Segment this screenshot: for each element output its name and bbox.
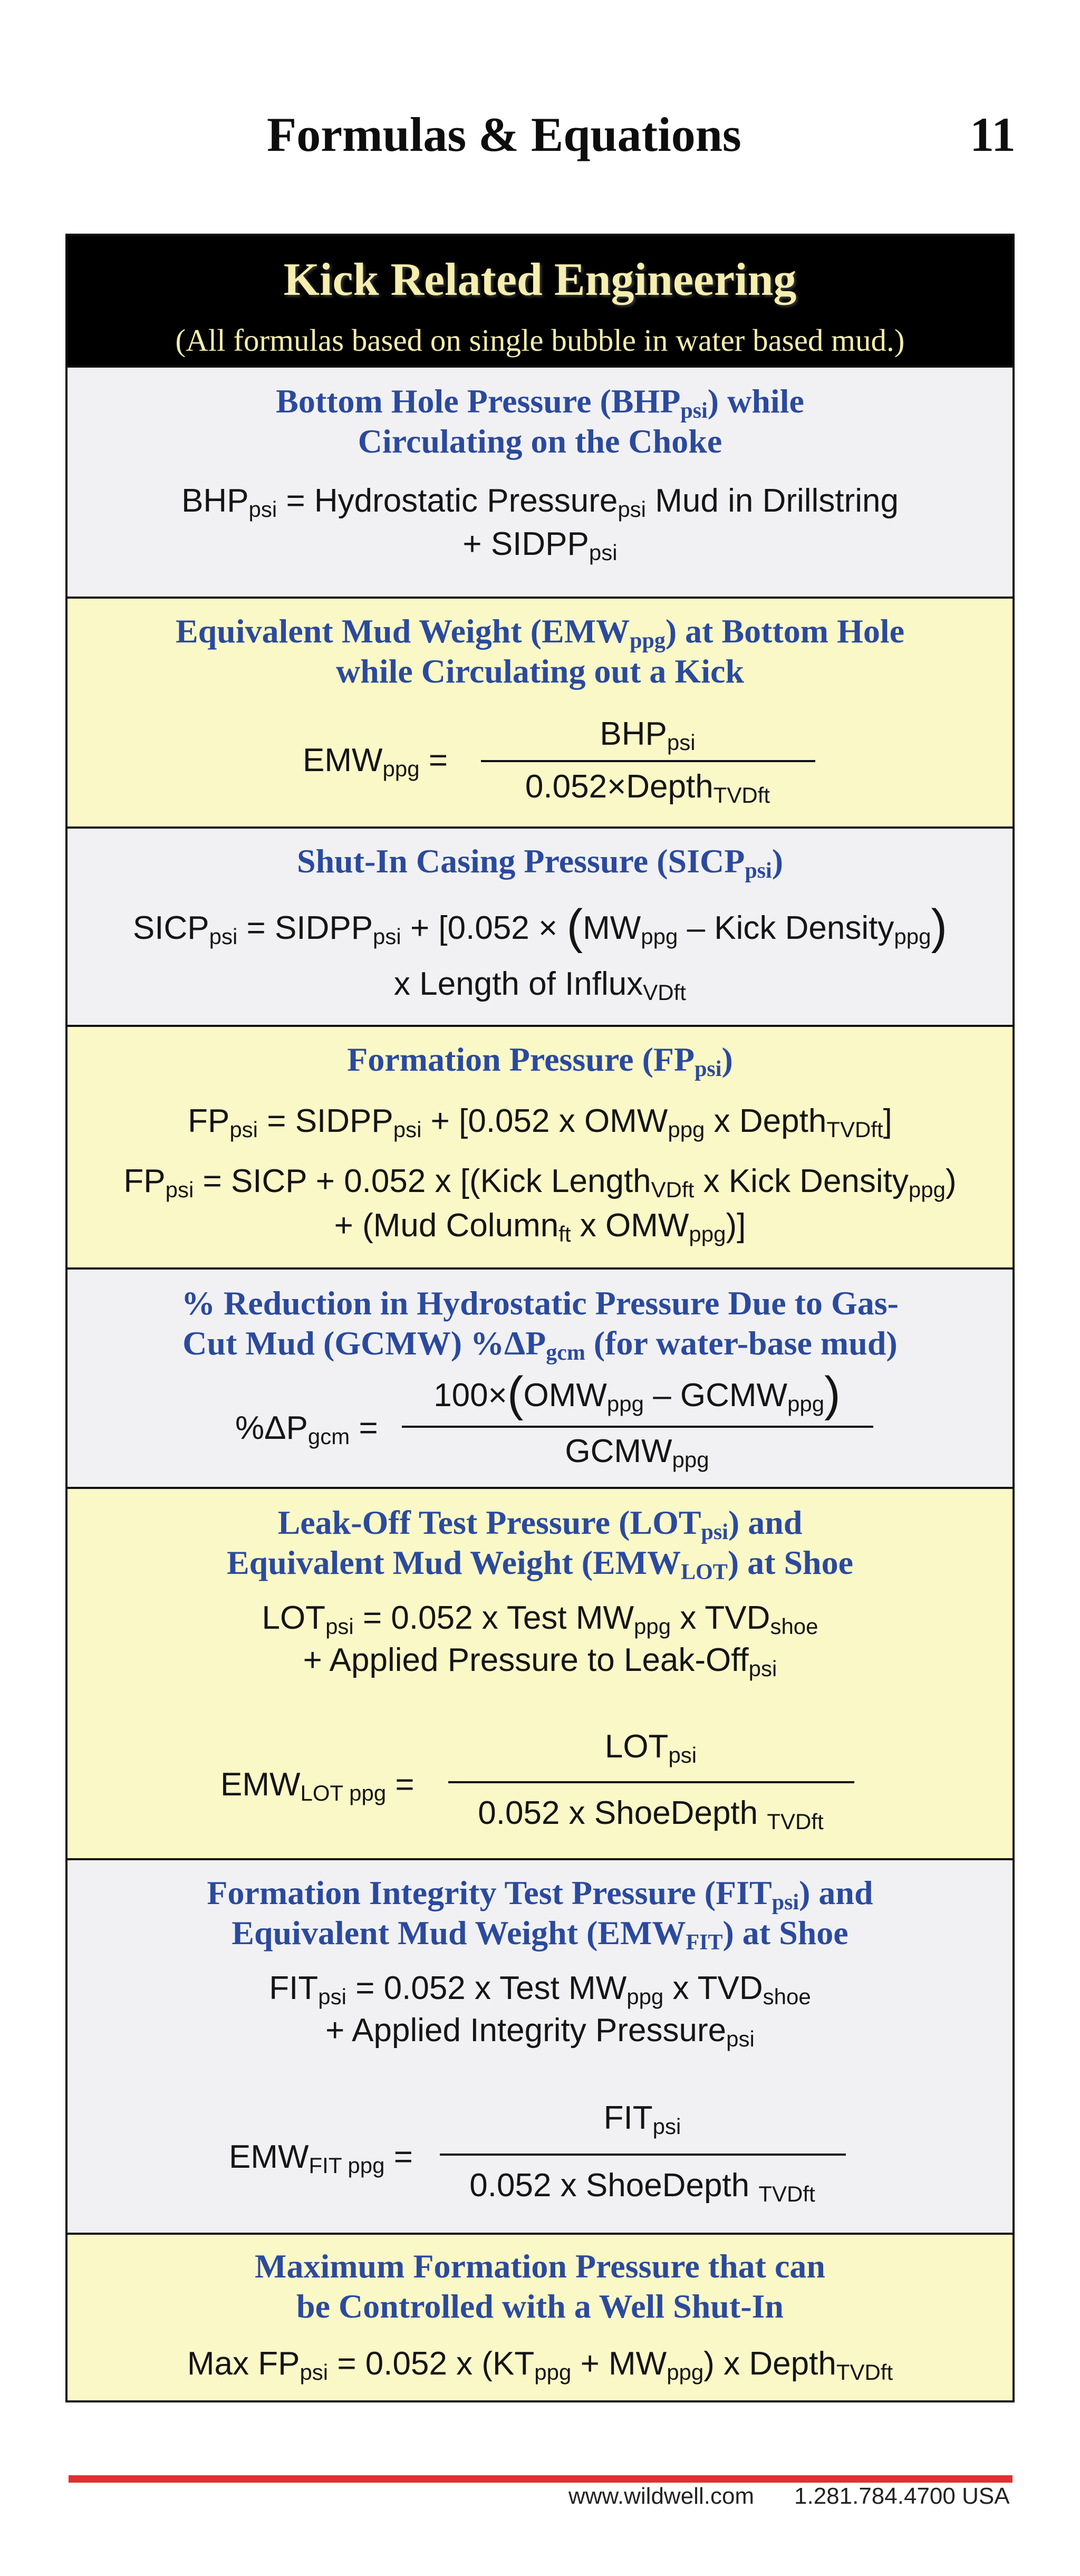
section-heading: Formation Pressure $(FP_{psi})$ [347, 1041, 733, 1081]
card-header [68, 236, 1012, 366]
fraction-numerator: $BHP_{psi}$ [600, 716, 696, 755]
equation-line: $LOT_{psi} = 0.052$ x Test $MW_{ppg}$ x $TVD_{shoe}$ [262, 1600, 818, 1639]
equation-line: $SICP_{psi}$ = $SIDPP_{psi} + [0.052 \times (MW_{ppg}$ – Kick Density$_{ppg}$) [132, 900, 948, 954]
section-heading: Formation Integrity Test Pressure $(FIT_{psi})$ and Equivalent Mud Weight $(EMW_{FIT})$ at Shoe [207, 1874, 873, 1955]
fraction-numerator: $LOT_{psi}$ [604, 1728, 697, 1767]
fraction-lhs: $EMW_{LOT ppg}$ = [220, 1766, 414, 1805]
equation-line: + $SIDPP_{psi}$ [462, 526, 618, 565]
fraction-lhs: $\%\Delta P_{gcm}$ = [235, 1410, 378, 1449]
section-gcm [68, 1267, 1012, 1487]
formula-card [65, 234, 1015, 2402]
equation-line: x Length of Influx$_{VDft}$ [394, 966, 686, 1005]
equation-line: $FP_{psi}$ = SICP + 0.052 x [(Kick Length$_{VDft}$ x Kick Density$_{ppg}$) [123, 1163, 957, 1202]
card-subtitle: (All formulas based on single bubble in water based mud.) [175, 323, 905, 358]
page-title: Formulas & Equations [267, 108, 741, 161]
footer-website[interactable]: www.wildwell.com [568, 2483, 755, 2509]
section-bhp [68, 366, 1012, 597]
section-fit [68, 1858, 1012, 2233]
fraction-bar [440, 2154, 846, 2156]
page-header [267, 100, 1016, 169]
equation-line: + (Mud Column$_{ft}$ x $OMW_{ppg}$)] [334, 1207, 746, 1246]
equation-line: + Applied Pressure to Leak-Off$_{psi}$ [303, 1642, 777, 1681]
section-max-fp [68, 2233, 1012, 2402]
fraction-lhs: $EMW_{ppg}$ = [303, 742, 448, 781]
fraction-denominator: 0.052×Depth$_{TVDft}$ [525, 768, 770, 808]
section-heading: % Reduction in Hydrostatic Pressure Due to Gas- Cut Mud (GCMW) $\%\Delta P_{gcm}$ (for water-base mud) [181, 1284, 899, 1365]
section-heading: Maximum Formation Pressure that can be Controlled with a Well Shut-In [255, 2247, 825, 2325]
equation-line: $FP_{psi}$ = $SIDPP_{psi} + [0.052$ x $OMW_{ppg}$ x Depth$_{TVDft}$] [188, 1103, 892, 1142]
equation-line: + Applied Integrity Pressure$_{psi}$ [325, 2012, 755, 2051]
section-heading: Bottom Hole Pressure $(BHP_{psi})$ while Circulating on the Choke [276, 382, 804, 460]
fraction-denominator: 0.052 x ShoeDepth $_{TVDft}$ [469, 2167, 815, 2206]
fraction-bar [481, 760, 815, 762]
page-number: 11 [970, 108, 1016, 161]
section-emw [68, 597, 1012, 826]
card-title: Kick Related Engineering [283, 254, 797, 305]
section-lot [68, 1487, 1012, 1858]
section-heading: Equivalent Mud Weight $(EMW_{ppg})$ at Bottom Hole while Circulating out a Kick [175, 612, 905, 690]
footer-phone: 1.281.784.4700 USA [794, 2483, 1010, 2509]
fraction-lhs: $EMW_{FIT ppg}$ = [229, 2139, 413, 2178]
fraction-bar [448, 1781, 854, 1783]
section-heading: Leak-Off Test Pressure $(LOT_{psi})$ and Equivalent Mud Weight $(EMW_{LOT})$ at Shoe [226, 1504, 854, 1584]
fraction-denominator: $GCMW_{ppg}$ [565, 1433, 709, 1472]
equation-line: $BHP_{psi}$ = Hydrostatic Pressure$_{psi}$ Mud in Drillstring [181, 483, 899, 522]
fraction-numerator: $FIT_{psi}$ [603, 2100, 681, 2139]
fraction-numerator: $100\times(OMW_{ppg}$ – $GCMW_{ppg}$) [433, 1367, 841, 1421]
equation-line: Max $FP_{psi} = 0.052$ x $(KT_{ppg} + MW_{ppg})$ x Depth$_{TVDft}$ [187, 2346, 893, 2385]
section-heading: Shut-In Casing Pressure $(SICP_{psi})$ [296, 842, 784, 883]
section-sicp [68, 826, 1012, 1025]
fraction-denominator: 0.052 x ShoeDepth $_{TVDft}$ [478, 1795, 824, 1834]
section-fp [68, 1025, 1012, 1267]
equation-line: $FIT_{psi} = 0.052$ x Test $MW_{ppg}$ x $TVD_{shoe}$ [269, 1970, 811, 2009]
fraction-bar [402, 1426, 873, 1428]
